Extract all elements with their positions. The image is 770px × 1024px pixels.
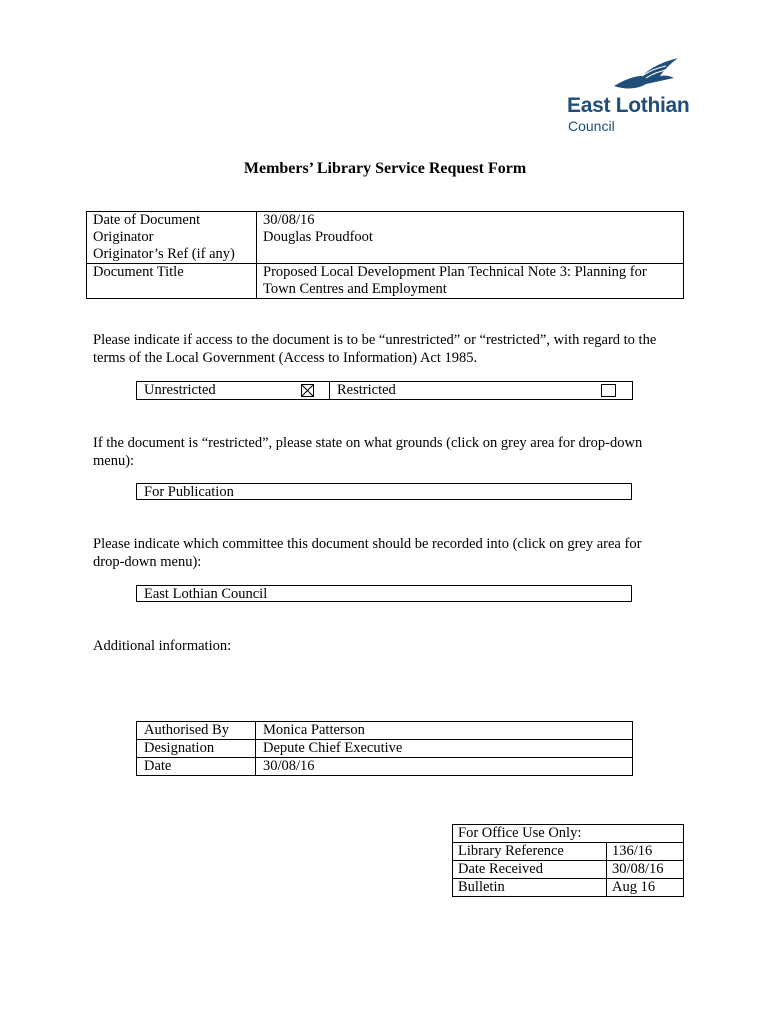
library-reference-label: Library Reference xyxy=(453,843,607,861)
authorised-by-value: Monica Patterson xyxy=(256,722,633,740)
authorised-by-label: Authorised By xyxy=(137,722,256,740)
access-selector xyxy=(136,381,633,400)
date-received-label: Date Received xyxy=(453,861,607,879)
access-instruction: Please indicate if access to the document is to be “unrestricted” or “restricted”, with regard to the terms of the Local Government (Access to Information) Act 1985. xyxy=(93,332,657,366)
auth-date-label: Date xyxy=(137,758,256,776)
originator-value: Douglas Proudfoot xyxy=(263,229,373,245)
council-logo xyxy=(560,56,720,136)
date-of-document-label: Date of Document xyxy=(87,212,257,230)
office-use-heading: For Office Use Only: xyxy=(453,825,684,843)
auth-date-value: 30/08/16 xyxy=(263,758,315,774)
originator-ref-label: Originator’s Ref (if any) xyxy=(87,246,257,264)
table-row xyxy=(137,740,633,758)
document-info-table xyxy=(86,211,684,299)
document-title-value: Proposed Local Development Plan Technical Note 3: Planning for Town Centres and Employment xyxy=(263,264,647,297)
table-row xyxy=(87,246,684,264)
logo-subtitle: Council xyxy=(568,118,615,134)
library-reference-value: 136/16 xyxy=(607,843,684,861)
form-title: Members’ Library Service Request Form xyxy=(243,160,527,177)
grounds-dropdown[interactable]: For Publication xyxy=(136,483,632,500)
table-row xyxy=(87,264,684,299)
table-row xyxy=(453,843,684,861)
originator-label: Originator xyxy=(87,229,257,246)
bulletin-label: Bulletin xyxy=(453,879,607,897)
table-row xyxy=(453,825,684,843)
designation-label: Designation xyxy=(137,740,256,758)
bird-logo-icon xyxy=(612,56,682,96)
table-row xyxy=(87,212,684,230)
table-row xyxy=(87,229,684,246)
office-use-table xyxy=(452,824,684,897)
date-of-document-value: 30/08/16 xyxy=(263,212,315,228)
table-row xyxy=(453,861,684,879)
additional-info-label: Additional information: xyxy=(93,638,232,654)
divider xyxy=(329,382,330,399)
unrestricted-label: Unrestricted xyxy=(144,382,216,398)
logo-name: East Lothian xyxy=(567,94,690,117)
document-title-label: Document Title xyxy=(87,264,257,299)
unrestricted-checkbox[interactable] xyxy=(301,384,314,397)
restricted-checkbox[interactable] xyxy=(601,384,616,397)
restricted-label: Restricted xyxy=(337,382,396,398)
table-row xyxy=(137,722,633,740)
checked-cross-icon xyxy=(302,385,313,396)
date-received-value: 30/08/16 xyxy=(607,861,684,879)
committee-instruction: Please indicate which committee this document should be recorded into (click on grey area for drop-down menu): xyxy=(93,536,642,570)
originator-ref-value xyxy=(257,246,684,264)
table-row xyxy=(453,879,684,897)
committee-dropdown[interactable]: East Lothian Council xyxy=(136,585,632,602)
bulletin-value: Aug 16 xyxy=(612,879,656,895)
table-row xyxy=(137,758,633,776)
designation-value: Depute Chief Executive xyxy=(256,740,633,758)
authorisation-table xyxy=(136,721,633,776)
grounds-instruction: If the document is “restricted”, please state on what grounds (click on grey area for drop-down menu): xyxy=(93,435,643,469)
